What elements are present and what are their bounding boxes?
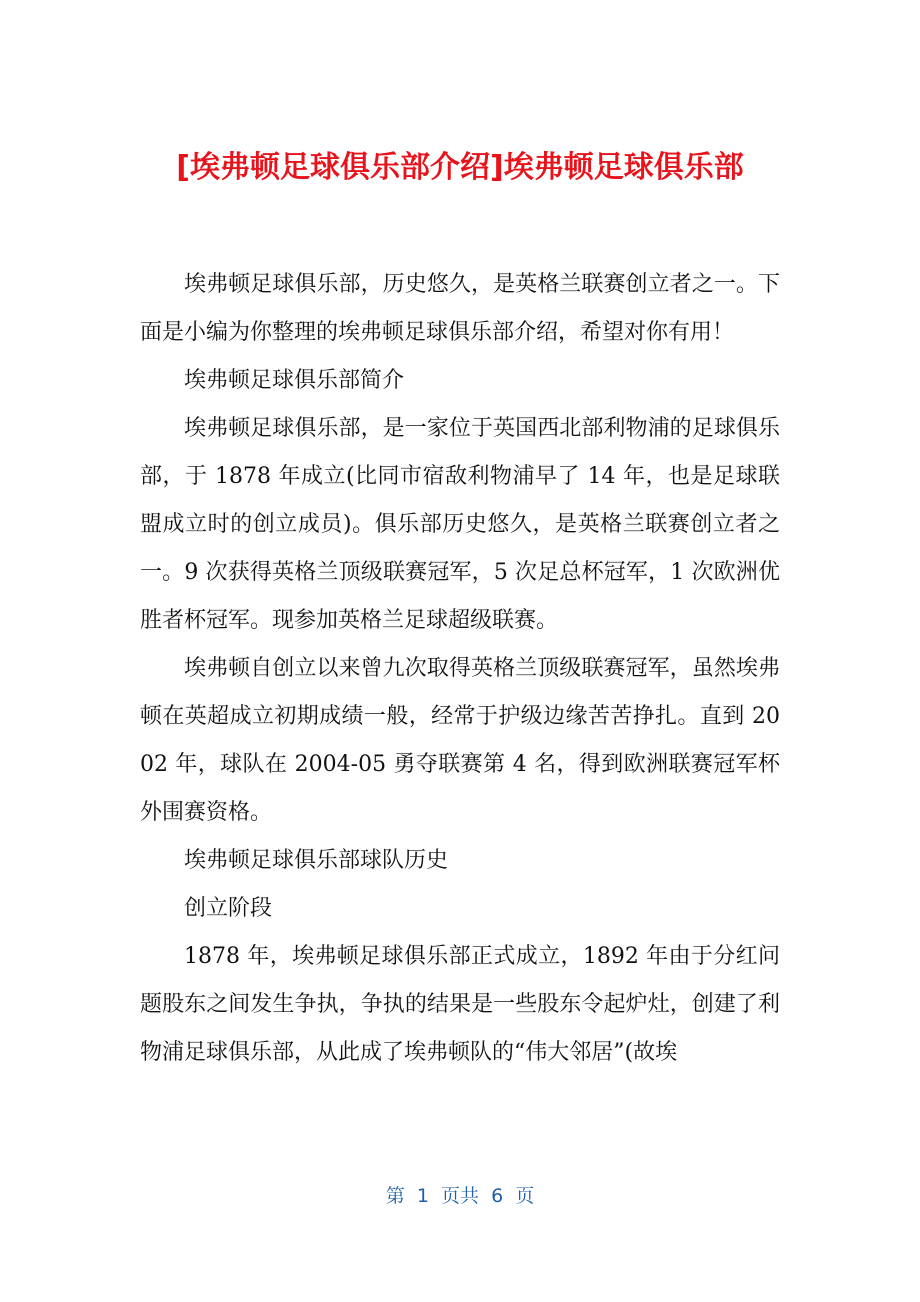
paragraph-founding: 1878 年，埃弗顿足球俱乐部正式成立，1892 年由于分红问题股东之间发生争执，争执的结果是一些股东令起炉灶，创建了利物浦足球俱乐部，从此成了埃弗顿队的“伟大邻居”(故埃 [140, 944, 780, 1065]
document-body [140, 261, 780, 1077]
section-heading-history: 埃弗顿足球俱乐部球队历史 [184, 848, 449, 873]
paragraph-intro: 埃弗顿足球俱乐部，历史悠久，是英格兰联赛创立者之一。下面是小编为你整理的埃弗顿足球俱乐部介绍，希望对你有用！ [140, 272, 780, 345]
page-footer: 第 1 页共 6 页 [385, 1185, 535, 1207]
paragraph-overview: 埃弗顿足球俱乐部，是一家位于英国西北部利物浦的足球俱乐部，于 1878 年成立(比同市宿敌利物浦早了 14 年，也是足球联盟成立时的创立成员)。俱乐部历史悠久，是英格兰联赛创立者之一。9 次获得英格兰顶级联赛冠军，5 次足总杯冠军，1 次欧洲优胜者杯冠军。现参加英格兰足球超级联赛。 [140, 416, 780, 633]
subsection-heading-founding: 创立阶段 [184, 896, 273, 921]
section-heading-overview: 埃弗顿足球俱乐部简介 [184, 368, 405, 393]
document-title: [埃弗顿足球俱乐部介绍]埃弗顿足球俱乐部 [176, 150, 744, 185]
paragraph-titles: 埃弗顿自创立以来曾九次取得英格兰顶级联赛冠军，虽然埃弗顿在英超成立初期成绩一般，经常于护级边缘苦苦挣扎。直到 2002 年，球队在 2004-05 勇夺联赛第 4 名，得到欧洲联赛冠军杯外围赛资格。 [140, 656, 780, 825]
